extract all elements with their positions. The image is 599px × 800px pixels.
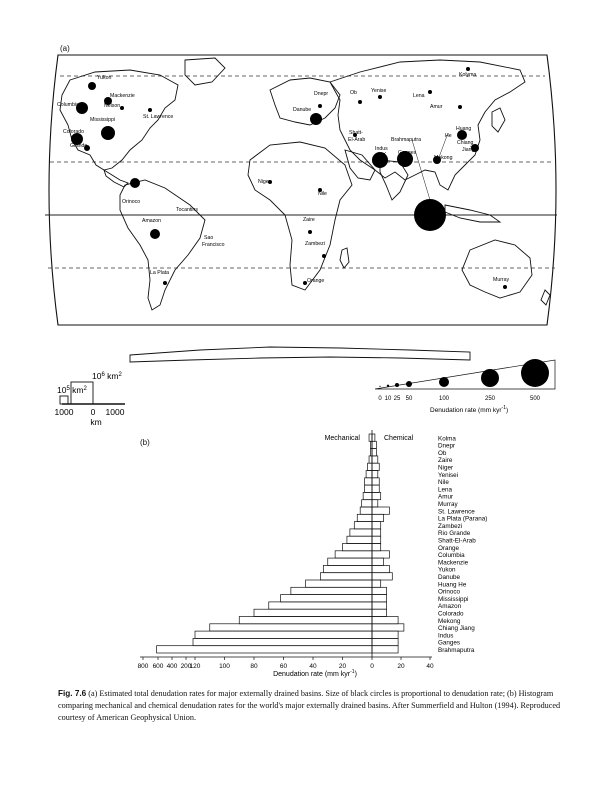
axis-tick-label: 20 bbox=[338, 663, 347, 670]
river-label: Amur bbox=[430, 104, 443, 110]
mechanical-bar bbox=[320, 573, 372, 580]
axis-tick-label: 60 bbox=[279, 663, 288, 670]
chemical-bar bbox=[372, 492, 381, 499]
axis-tick-label: 80 bbox=[250, 663, 258, 670]
chemical-bar bbox=[372, 544, 381, 551]
rate-scale-tick: 100 bbox=[438, 396, 450, 402]
river-label: Jiang bbox=[462, 147, 475, 153]
mechanical-bar bbox=[366, 471, 372, 478]
axis-tick-label: 40 bbox=[309, 663, 317, 670]
river-label: Yenise bbox=[371, 88, 387, 94]
mechanical-bar bbox=[368, 463, 372, 470]
river-label: Grande bbox=[70, 143, 88, 149]
category-label: Columbia bbox=[438, 552, 465, 560]
category-label: Orange bbox=[438, 544, 460, 552]
mechanical-bar bbox=[239, 617, 372, 624]
histogram-category-labels bbox=[438, 435, 487, 654]
mechanical-bar bbox=[363, 492, 372, 499]
axis-tick-label: 0 bbox=[370, 663, 374, 670]
river-label: Chiang bbox=[457, 140, 474, 146]
chemical-bar bbox=[372, 551, 389, 558]
river-label: He bbox=[445, 133, 452, 139]
axis-tick-label: 120 bbox=[189, 663, 201, 670]
histogram-bars bbox=[157, 434, 404, 653]
axis-tick-label: 200 bbox=[180, 663, 192, 670]
river-label: Mackenzie bbox=[110, 93, 135, 99]
river-label: Ob bbox=[350, 90, 357, 96]
mechanical-bar bbox=[343, 544, 373, 551]
river-label: Zambezi bbox=[305, 241, 325, 247]
category-label: Danube bbox=[438, 574, 461, 581]
river-label: Brahmaputra bbox=[391, 137, 421, 143]
legend-chemical: Chemical bbox=[384, 435, 414, 442]
rate-scale-tick: 500 bbox=[529, 396, 541, 402]
chemical-bar bbox=[372, 478, 379, 485]
river-label: Nelson bbox=[104, 103, 121, 109]
distance-unit: km bbox=[90, 417, 102, 427]
category-label: Brahmaputra bbox=[438, 647, 475, 654]
mechanical-bar bbox=[362, 500, 372, 507]
category-label: Mekong bbox=[438, 617, 461, 625]
category-label: Mississippi bbox=[438, 595, 469, 603]
category-label: Amur bbox=[438, 493, 454, 501]
area-scale-small-label: $10^5$ $km^2$ bbox=[57, 385, 87, 395]
category-label: Indus bbox=[438, 632, 454, 640]
axis-tick-label: 100 bbox=[219, 663, 230, 670]
mechanical-bar bbox=[360, 507, 372, 514]
mechanical-bar bbox=[193, 638, 372, 645]
river-label: Francisco bbox=[202, 242, 225, 248]
mechanical-bar bbox=[157, 646, 372, 653]
category-label: Ganges bbox=[438, 639, 461, 647]
chemical-bar bbox=[372, 587, 387, 594]
rate-scale-tick: 10 bbox=[384, 396, 392, 402]
mechanical-bar bbox=[365, 485, 372, 492]
river-label: El-Arab bbox=[348, 137, 366, 143]
figure-caption bbox=[58, 688, 563, 724]
category-label: Mackenzie bbox=[438, 559, 469, 567]
chemical-bar bbox=[372, 617, 398, 624]
chemical-bar bbox=[372, 441, 376, 448]
axis-tick-label: 800 bbox=[137, 663, 149, 670]
chemical-bar bbox=[372, 463, 379, 470]
rate-scale-tick: 50 bbox=[405, 396, 413, 402]
category-label: Chiang Jiang bbox=[438, 625, 475, 633]
chemical-bar bbox=[372, 558, 384, 565]
river-label: Tocantins bbox=[176, 207, 198, 213]
category-label: Dnepr bbox=[438, 442, 456, 450]
category-label: Zambezi bbox=[438, 522, 463, 530]
category-label: St. Lawrence bbox=[438, 508, 475, 516]
mechanical-bar bbox=[347, 536, 372, 543]
histogram-x-axis-title: Denudation rate (mm kyr$^{-1}$) bbox=[273, 669, 357, 678]
chemical-bar bbox=[372, 646, 398, 653]
mechanical-bar bbox=[369, 434, 372, 441]
chemical-bar bbox=[372, 507, 389, 514]
river-label: St. Lawrence bbox=[143, 114, 174, 120]
river-label: Mekong bbox=[434, 155, 453, 161]
category-label: Murray bbox=[438, 501, 458, 508]
mechanical-bar bbox=[195, 631, 372, 638]
legend-mechanical: Mechanical bbox=[324, 435, 360, 442]
mechanical-bar bbox=[291, 587, 372, 594]
river-label: Rio bbox=[72, 136, 80, 142]
chemical-bar bbox=[372, 471, 378, 478]
mechanical-bar bbox=[350, 529, 372, 536]
river-label: Niger bbox=[258, 179, 271, 185]
axis-tick-label: 40 bbox=[426, 663, 434, 670]
river-label: La Plata bbox=[150, 270, 170, 276]
chemical-bar bbox=[372, 631, 398, 638]
category-label: Nile bbox=[438, 479, 449, 487]
river-label: Mississippi bbox=[90, 117, 116, 123]
river-label: Indus bbox=[375, 146, 388, 152]
axis-tick-label: 600 bbox=[152, 663, 164, 670]
rate-scale-tick: 250 bbox=[484, 396, 496, 402]
mechanical-bar bbox=[323, 565, 372, 572]
river-label: Danube bbox=[293, 107, 312, 113]
category-label: Huang He bbox=[438, 581, 467, 589]
distance-label-right: 1000 bbox=[105, 407, 125, 417]
chemical-bar bbox=[372, 638, 398, 645]
histogram-axis bbox=[138, 430, 434, 670]
river-label: Amazon bbox=[142, 218, 162, 224]
river-label: Nile bbox=[318, 191, 327, 197]
axis-tick-label: 20 bbox=[397, 663, 405, 670]
axis-tick-label: 400 bbox=[166, 663, 178, 670]
category-label: Orinoco bbox=[438, 588, 461, 596]
area-scale-big-label: $10^6$ $km^2$ bbox=[92, 371, 122, 381]
river-label: Yukon bbox=[97, 75, 112, 81]
mechanical-bar bbox=[335, 551, 372, 558]
category-label: Lena bbox=[438, 486, 453, 494]
figure-number: Fig. 7.6 bbox=[58, 689, 87, 698]
chemical-bar bbox=[372, 434, 375, 441]
chemical-bar bbox=[372, 573, 392, 580]
rate-scale-title: Denudation rate (mm kyr$^{-1}$) bbox=[430, 405, 509, 414]
panel-b-label: (b) bbox=[140, 438, 150, 447]
mechanical-bar bbox=[365, 478, 372, 485]
chemical-bar bbox=[372, 595, 387, 602]
chemical-bar bbox=[372, 624, 404, 631]
chemical-bar bbox=[372, 456, 378, 463]
category-label: Yukon bbox=[438, 566, 456, 574]
river-label: Sao bbox=[204, 235, 214, 241]
caption-text: (a) Estimated total denudation rates for major externally drained basins. Size of black circles is proportional to denudation rate; (b) Histogram comparing mechanical and chemical denudation rates for the world's major externally drained basins. After Summerfield and Hulton (1994). Reproduced courtesy of American Geophysical Union. bbox=[58, 689, 561, 722]
category-label: Shatt-El-Arab bbox=[438, 537, 476, 545]
chemical-bar bbox=[372, 536, 381, 543]
category-label: La Plata (Parana) bbox=[438, 515, 488, 523]
river-label: Ganges bbox=[398, 150, 417, 156]
chemical-bar bbox=[372, 602, 387, 609]
river-label: Dnepr bbox=[314, 91, 329, 97]
chemical-bar bbox=[372, 609, 387, 616]
river-label: Zaire bbox=[303, 217, 315, 223]
river-label: Colorado bbox=[63, 129, 85, 135]
river-label: Orinoco bbox=[122, 199, 141, 205]
mechanical-bar bbox=[269, 602, 372, 609]
mechanical-bar bbox=[328, 558, 372, 565]
mechanical-bar bbox=[254, 609, 372, 616]
mechanical-bar bbox=[357, 514, 372, 521]
category-label: Yenisei bbox=[438, 471, 459, 479]
chemical-bar bbox=[372, 500, 378, 507]
chemical-bar bbox=[372, 522, 381, 529]
category-label: Zaire bbox=[438, 457, 453, 465]
river-label: Lena bbox=[413, 93, 425, 99]
category-label: Kolma bbox=[438, 435, 456, 443]
river-label: Shatt- bbox=[349, 130, 363, 136]
rate-scale-tick: 0 bbox=[378, 396, 382, 402]
panel-a-label: (a) bbox=[60, 44, 70, 53]
river-label: Murray bbox=[493, 277, 510, 283]
mechanical-bar bbox=[354, 522, 372, 529]
mechanical-bar bbox=[306, 580, 372, 587]
category-label: Niger bbox=[438, 464, 454, 472]
river-label: Kolyma bbox=[459, 72, 477, 78]
chemical-bar bbox=[372, 529, 381, 536]
distance-label-left: 1000 bbox=[54, 407, 74, 417]
category-label: Ob bbox=[438, 449, 447, 457]
chemical-bar bbox=[372, 580, 381, 587]
category-label: Colorado bbox=[438, 610, 464, 618]
chemical-bar bbox=[372, 514, 384, 521]
category-label: Amazon bbox=[438, 603, 462, 611]
rate-scale-tick: 25 bbox=[393, 396, 401, 402]
chemical-bar bbox=[372, 449, 376, 456]
mechanical-bar bbox=[369, 456, 372, 463]
river-label: Columbia bbox=[57, 102, 79, 108]
category-label: Rio Grande bbox=[438, 530, 471, 538]
mechanical-bar bbox=[281, 595, 372, 602]
mechanical-bar bbox=[210, 624, 372, 631]
river-label: Huang bbox=[456, 126, 472, 132]
chemical-bar bbox=[372, 565, 389, 572]
chemical-bar bbox=[372, 485, 379, 492]
distance-label-zero: 0 bbox=[90, 407, 96, 417]
river-label: Orange bbox=[307, 278, 325, 284]
